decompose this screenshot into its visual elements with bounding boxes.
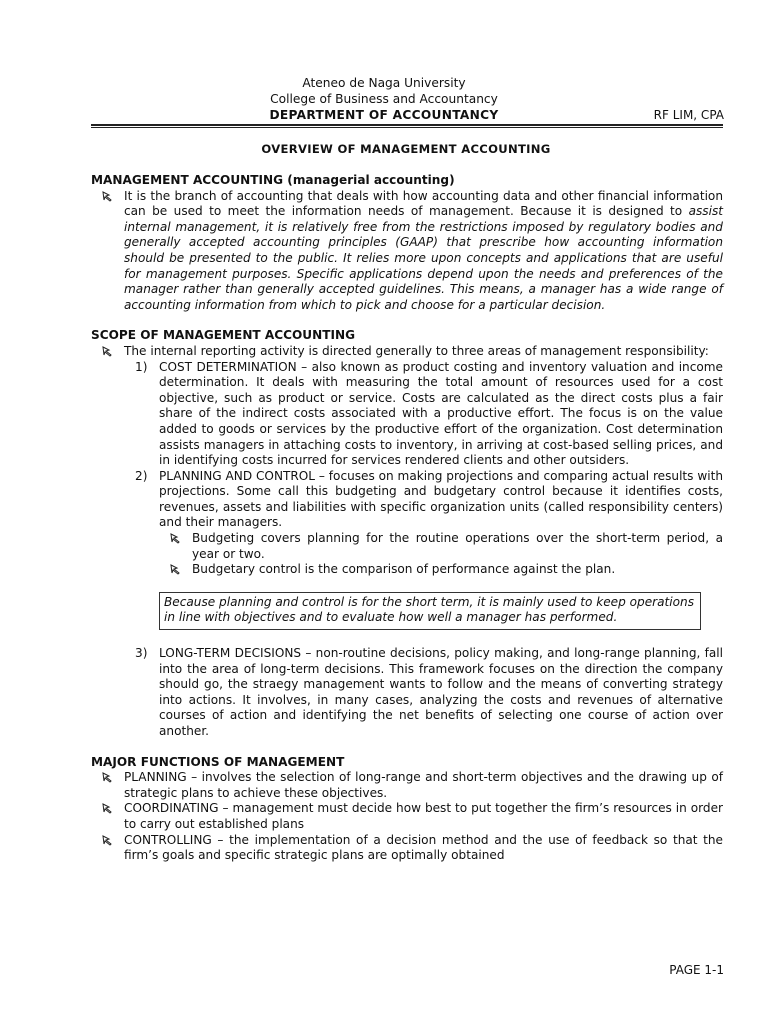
- sub-bullet-item: [159, 531, 723, 562]
- pointer-bullet-icon: [91, 833, 124, 864]
- item-text: COST DETERMINATION – also known as product costing and inventory valuation and income determination. It deals with measuring the total amount of resources used for a cost objective, such as product or service. Costs are calculated as the direct costs plus a fair share of the indirect costs associated with a productive effort. The focus is on the value added to goods or services by the productive effort of the organization. Cost determination assists managers in attaching costs to inventory, in arriving at cost-based selling prices, and in identifying costs incurred for services rendered clients and other outsiders.: [159, 359, 723, 468]
- section-heading: [91, 173, 723, 189]
- item-number: 3): [135, 646, 148, 661]
- department-name: DEPARTMENT OF ACCOUNTANCY: [269, 108, 499, 122]
- section-heading-sub: (managerial accounting): [287, 173, 455, 187]
- bullet-text-italic: assist internal management, it is relatively free from the restrictions imposed by regulatory bodies and generally accepted accounting principles (GAAP) that prescribe how accounting information should be presented to the public. It relies more upon concepts and applications that are useful for management purposes. Specific applications depend upon the needs and preferences of the manager rather than generally accepted guidelines. This means, a manager has a wide range of accounting information from which to pick and choose for a particular decision.: [124, 204, 723, 312]
- pointer-bullet-icon: [159, 531, 192, 562]
- pointer-bullet-icon: [91, 801, 124, 832]
- bullet-text: COORDINATING – management must decide how best to put together the firm’s resources in order to carry out established plans: [124, 801, 723, 831]
- bullet-text-plain: It is the branch of accounting that deals with how accounting data and other financial information can be used to meet the information needs of management. Because it is designed to: [124, 188, 723, 219]
- item-number: 2): [135, 468, 148, 483]
- section-heading: SCOPE OF MANAGEMENT ACCOUNTING: [91, 328, 356, 343]
- page-number: PAGE 1-1: [669, 963, 724, 977]
- college-name: College of Business and Accountancy: [270, 92, 498, 106]
- section-heading-text: MANAGEMENT ACCOUNTING: [91, 173, 284, 187]
- bullet-item: [91, 833, 723, 864]
- pointer-bullet-icon: [91, 344, 124, 360]
- author-name: RF LIM, CPA: [653, 108, 724, 122]
- pointer-bullet-icon: [91, 189, 124, 314]
- sub-bullet-text: Budgeting covers planning for the routine operations over the short-term period, a year or two.: [192, 531, 723, 561]
- sub-bullet-text: Budgetary control is the comparison of performance against the plan.: [192, 562, 616, 577]
- bullet-item: [91, 189, 723, 314]
- document-body: [91, 173, 723, 864]
- callout-box: Because planning and control is for the short term, it is mainly used to keep operations in line with objectives and to evaluate how well a manager has performed.: [159, 592, 701, 630]
- bullet-item: [91, 770, 723, 801]
- numbered-item: [135, 646, 723, 740]
- bullet-item: [91, 344, 723, 360]
- bullet-text: PLANNING – involves the selection of long-range and short-term objectives and the drawing up of strategic plans to achieve these objectives.: [124, 770, 723, 800]
- bullet-text: CONTROLLING – the implementation of a decision method and the use of feedback so that the firm’s goals and specific strategic plans are optimally obtained: [124, 832, 723, 863]
- item-text: PLANNING AND CONTROL – focuses on making projections and comparing actual results with projections. Some call this budgeting and budgetary control because it identifies costs, revenues, assets and liabilities with specific organization units (called responsibility centers) and their managers.: [159, 468, 723, 530]
- pointer-bullet-icon: [91, 770, 124, 801]
- header-rule-thin: [91, 127, 723, 128]
- bullet-item: [91, 801, 723, 832]
- sub-bullet-item: [159, 562, 723, 578]
- section-heading: MAJOR FUNCTIONS OF MANAGEMENT: [91, 754, 345, 769]
- item-text: LONG-TERM DECISIONS – non-routine decisions, policy making, and long-range planning, fall into the area of long-term decisions. This framework focuses on the direction the company should go, the straegy management wants to follow and the means of converting strategy into actions. It involves, in many cases, analyzing the costs and revenues of alternative courses of action and identifying the net benefits of selecting one course of action over another.: [159, 646, 723, 738]
- bullet-text: The internal reporting activity is directed generally to three areas of management responsibility:: [124, 343, 709, 358]
- numbered-item: [135, 469, 723, 531]
- item-number: 1): [135, 359, 148, 374]
- numbered-item: [135, 360, 723, 469]
- bullet-text: [124, 189, 723, 314]
- university-name: Ateneo de Naga University: [302, 76, 466, 90]
- pointer-bullet-icon: [159, 562, 192, 578]
- header-rule: [91, 124, 723, 126]
- document-title: OVERVIEW OF MANAGEMENT ACCOUNTING: [261, 142, 551, 156]
